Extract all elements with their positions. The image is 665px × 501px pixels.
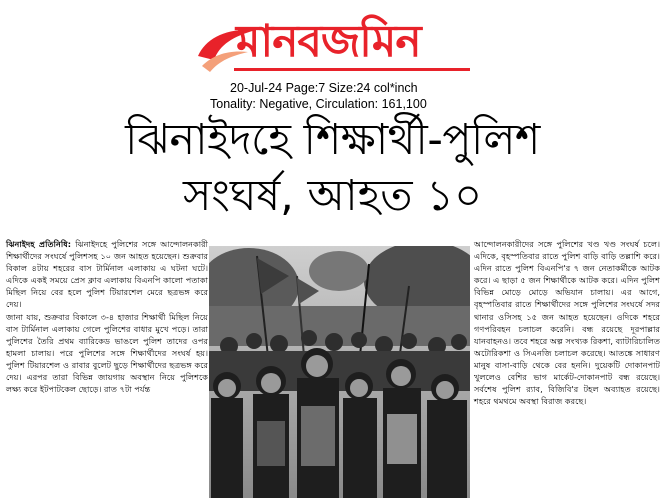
byline: ঝিনাইদহ প্রতিনিধি: — [6, 239, 72, 249]
masthead-name: মানবজমিন — [236, 16, 421, 67]
masthead-underline — [234, 68, 470, 71]
headline-line-1: ঝিনাইদহে শিক্ষার্থী-পুলিশ — [125, 115, 540, 165]
clip-date-page-size: 20-Jul-24 Page:7 Size:24 col*inch — [230, 81, 418, 95]
article-column-right — [474, 238, 660, 407]
article-paragraph: আন্দোলনকারীদের সঙ্গে পুলিশের খণ্ড খণ্ড সংঘর্ষ চলে। এদিকে, বৃহস্পতিবার রাতে পুলিশ বাড়ি বাড়ি তল্লাশি করে। এদিন রাতে পুলিশ বিএনপি'র ৭ জন নেতাকর্মীকে আটক করে। এ ছাড়া ৫ জন শিক্ষার্থীকে আটক করে। এদিন পুলিশ বিভিন্ন মোড়ে মোড়ে অভিযান চালায়। এর আগে, বৃহস্পতিবার রাতে শিক্ষার্থীদের সঙ্গে পুলিশের সংঘর্ষে সদর থানার ওসিসহ ১৫ জন আহত হয়েছেন। ওদিকে শহরে গণপরিবহন চলাচল করেনি। বন্ধ রয়েছে দূরপাল্লার যানবাহনও। তবে শহরে অল্প সংখ্যক রিকশা, ব্যাটারিচালিত অটোরিকশা ও সিএনজি চলাচল করেছে। আতঙ্কে সাধারণ মানুষ বাসা-বাড়ি থেকে বের হননি। দুয়েকটি দোকানপাট খুললেও বেশির ভাগ মার্কেট-দোকানপাট বন্ধ রয়েছে। সর্বশেষ পুলিশ র‍্যাব, বিজিবি'র টহল অব্যাহত রয়েছে। শহরে থমথমে অবস্থা বিরাজ করছে। — [474, 239, 660, 407]
article-text: ঝিনাইদহে পুলিশের সঙ্গে আন্দোলনকারী শিক্ষার্থীদের সংঘর্ষে পুলিশসহ ১০ জন আহত হয়েছেন। শুক্রবার বিকাল ৪টায় শহরের বাস টার্মিনাল এলাকায় এ ঘটনা ঘটে। এদিকে একই সময়ে প্রেস ক্লাব এলাকায় বিএনপি কালো পতাকা মিছিল নিয়ে বের হলে পুলিশ টিয়ারশেল মেরে ছত্রভঙ্গ করে দেয়। — [6, 239, 209, 310]
clip-metadata — [210, 80, 650, 112]
article-paragraph: জানা যায়, শুক্রবার বিকালে ৩-৪ হাজার শিক্ষার্থী মিছিল নিয়ে বাস টার্মিনাল এলাকায় গেলে পুলিশের বাধার মুখে পড়ে। তারা পুলিশের তৈরি প্রথম ব্যারিকেড ভাঙলে পুলিশ তাদের ওপর হামলা চালায়। পরে পুলিশের সঙ্গে শিক্ষার্থীদের সংঘর্ষ হয়। পুলিশ টিয়ারশেল ও রাবার বুলেট ছুড়ে শিক্ষার্থীদের ছত্রভঙ্গ করে দেয়। এরপর তারা বিভিন্ন জায়গায় অবস্থান নিয়ে পুলিশকে লক্ষ্য করে ইটপাটকেল ছোড়ে। রাত ৭টা পর্যন্ত — [6, 311, 208, 395]
masthead-logo — [196, 10, 474, 76]
article-paragraph — [6, 238, 208, 311]
photo-illustration — [209, 246, 470, 498]
article-column-left — [6, 238, 208, 395]
headline-line-2: সংঘর্ষ, আহত ১০ — [182, 171, 483, 221]
headline — [0, 112, 665, 224]
clip-tonality-circulation: Tonality: Negative, Circulation: 161,100 — [210, 97, 427, 111]
news-photo-protest-crowd — [209, 246, 470, 498]
